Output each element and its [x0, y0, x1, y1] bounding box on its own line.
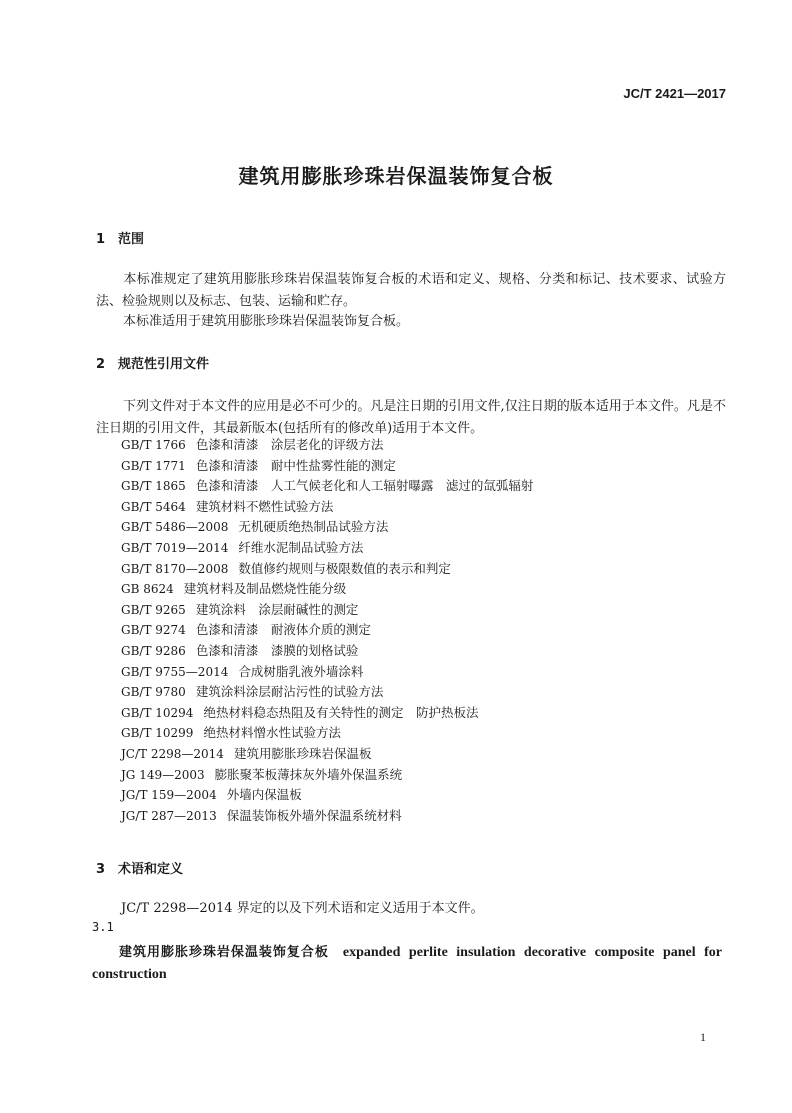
- reference-item: [121, 620, 731, 641]
- reference-name: 外墙内保温板: [226, 787, 302, 803]
- reference-code: GB/T 5486—2008: [121, 520, 229, 535]
- reference-item: [121, 517, 731, 538]
- reference-code: GB/T 1865: [121, 479, 186, 494]
- clause-number: 3.1: [92, 920, 114, 934]
- reference-name: 建筑材料及制品燃烧性能分级: [183, 581, 347, 597]
- section-1-paragraph-2: 本标准适用于建筑用膨胀珍珠岩保温装饰复合板。: [123, 314, 410, 329]
- reference-code: GB/T 9755—2014: [121, 664, 229, 679]
- reference-code: GB/T 8170—2008: [121, 561, 229, 576]
- reference-code: GB/T 9274: [121, 623, 186, 638]
- term-chinese: 建筑用膨胀珍珠岩保温装饰复合板: [119, 945, 329, 960]
- reference-item: [121, 538, 731, 559]
- reference-name: 色漆和清漆 涂层老化的评级方法: [195, 437, 384, 452]
- reference-item: [121, 703, 731, 724]
- reference-item: [121, 785, 731, 806]
- document-code: JC/T 2421—2017: [623, 86, 726, 101]
- reference-item: [121, 476, 731, 497]
- reference-name: 绝热材料憎水性试验方法: [203, 725, 341, 741]
- reference-name: 色漆和清漆 耐液体介质的测定: [195, 622, 371, 638]
- reference-code: GB/T 9286: [121, 643, 186, 658]
- reference-name: 合成树脂乳液外墙涂料: [238, 663, 364, 679]
- reference-name: 色漆和清漆 漆膜的划格试验: [195, 642, 359, 658]
- reference-code: JG/T 159—2004: [121, 788, 217, 803]
- section-number: 3: [96, 862, 106, 877]
- reference-item: [121, 641, 731, 662]
- reference-item: [121, 806, 731, 827]
- section-title: 术语和定义: [118, 862, 184, 877]
- section-3-paragraph: JC/T 2298—2014 界定的以及下列术语和定义适用于本文件。: [121, 901, 484, 916]
- reference-name: 建筑涂料 涂层耐碱性的测定: [195, 601, 359, 617]
- section-2-heading: [96, 353, 209, 372]
- document-title: 建筑用膨胀珍珠岩保温装饰复合板: [238, 164, 554, 188]
- section-2-paragraph: 下列文件对于本文件的应用是必不可少的。凡是注日期的引用文件,仅注日期的版本适用于本文件。凡是不注日期的引用文件，其最新版本(包括所有的修改单)适用于本文件。: [96, 399, 726, 436]
- reference-code: GB/T 5464: [121, 499, 186, 514]
- reference-item: [121, 765, 731, 786]
- reference-name: 绝热材料稳态热阻及有关特性的测定 防护热板法: [203, 704, 479, 720]
- reference-name: 数值修约规则与极限数值的表示和判定: [238, 560, 451, 576]
- reference-name: 无机硬质绝热制品试验方法: [238, 519, 389, 535]
- reference-name: 色漆和清漆 人工气候老化和人工辐射曝露 滤过的氙弧辐射: [195, 478, 534, 494]
- reference-code: GB/T 9780: [121, 685, 186, 700]
- term-definition-3-1: [92, 942, 722, 986]
- section-3-heading: [96, 858, 183, 877]
- reference-item: [121, 456, 731, 477]
- reference-item: [121, 559, 731, 580]
- reference-item: [121, 600, 731, 621]
- reference-name: 膨胀聚苯板薄抹灰外墙外保温系统: [214, 766, 403, 782]
- reference-name: 色漆和清漆 耐中性盐雾性能的测定: [195, 457, 396, 473]
- reference-code: GB/T 10299: [121, 726, 194, 741]
- term-english: expanded perlite insulation decorative composite panel for construction: [92, 945, 722, 982]
- section-title: 范围: [118, 232, 145, 247]
- section-number: 2: [96, 357, 106, 372]
- reference-item: [121, 723, 731, 744]
- reference-code: GB/T 7019—2014: [121, 540, 229, 555]
- normative-reference-list: [121, 435, 731, 826]
- reference-code: GB/T 1766: [121, 438, 186, 452]
- reference-code: GB/T 9265: [121, 602, 186, 617]
- reference-code: GB/T 10294: [121, 705, 194, 720]
- reference-name: 建筑用膨胀珍珠岩保温板: [233, 745, 372, 761]
- reference-name: 建筑材料不燃性试验方法: [195, 498, 334, 514]
- section-title: 规范性引用文件: [118, 357, 210, 372]
- reference-item: [121, 682, 731, 703]
- reference-item: [121, 744, 731, 765]
- section-1-heading: [96, 228, 144, 247]
- page-number: 1: [700, 1030, 706, 1044]
- reference-code: JC/T 2298—2014: [121, 746, 224, 761]
- reference-code: JG 149—2003: [121, 767, 205, 782]
- reference-code: GB/T 1771: [121, 458, 186, 473]
- section-1-paragraph-1: 本标准规定了建筑用膨胀珍珠岩保温装饰复合板的术语和定义、规格、分类和标记、技术要求、试验方法、检验规则以及标志、包装、运输和贮存。: [96, 272, 726, 309]
- reference-name: 纤维水泥制品试验方法: [238, 539, 364, 555]
- reference-name: 保温装饰板外墙外保温系统材料: [226, 807, 402, 823]
- reference-item: [121, 435, 731, 456]
- reference-code: JG/T 287—2013: [121, 808, 217, 823]
- section-number: 1: [96, 232, 106, 247]
- reference-code: GB 8624: [121, 582, 174, 597]
- reference-item: [121, 662, 731, 683]
- reference-item: [121, 579, 731, 600]
- reference-name: 建筑涂料涂层耐沾污性的试验方法: [195, 684, 384, 700]
- reference-item: [121, 497, 731, 518]
